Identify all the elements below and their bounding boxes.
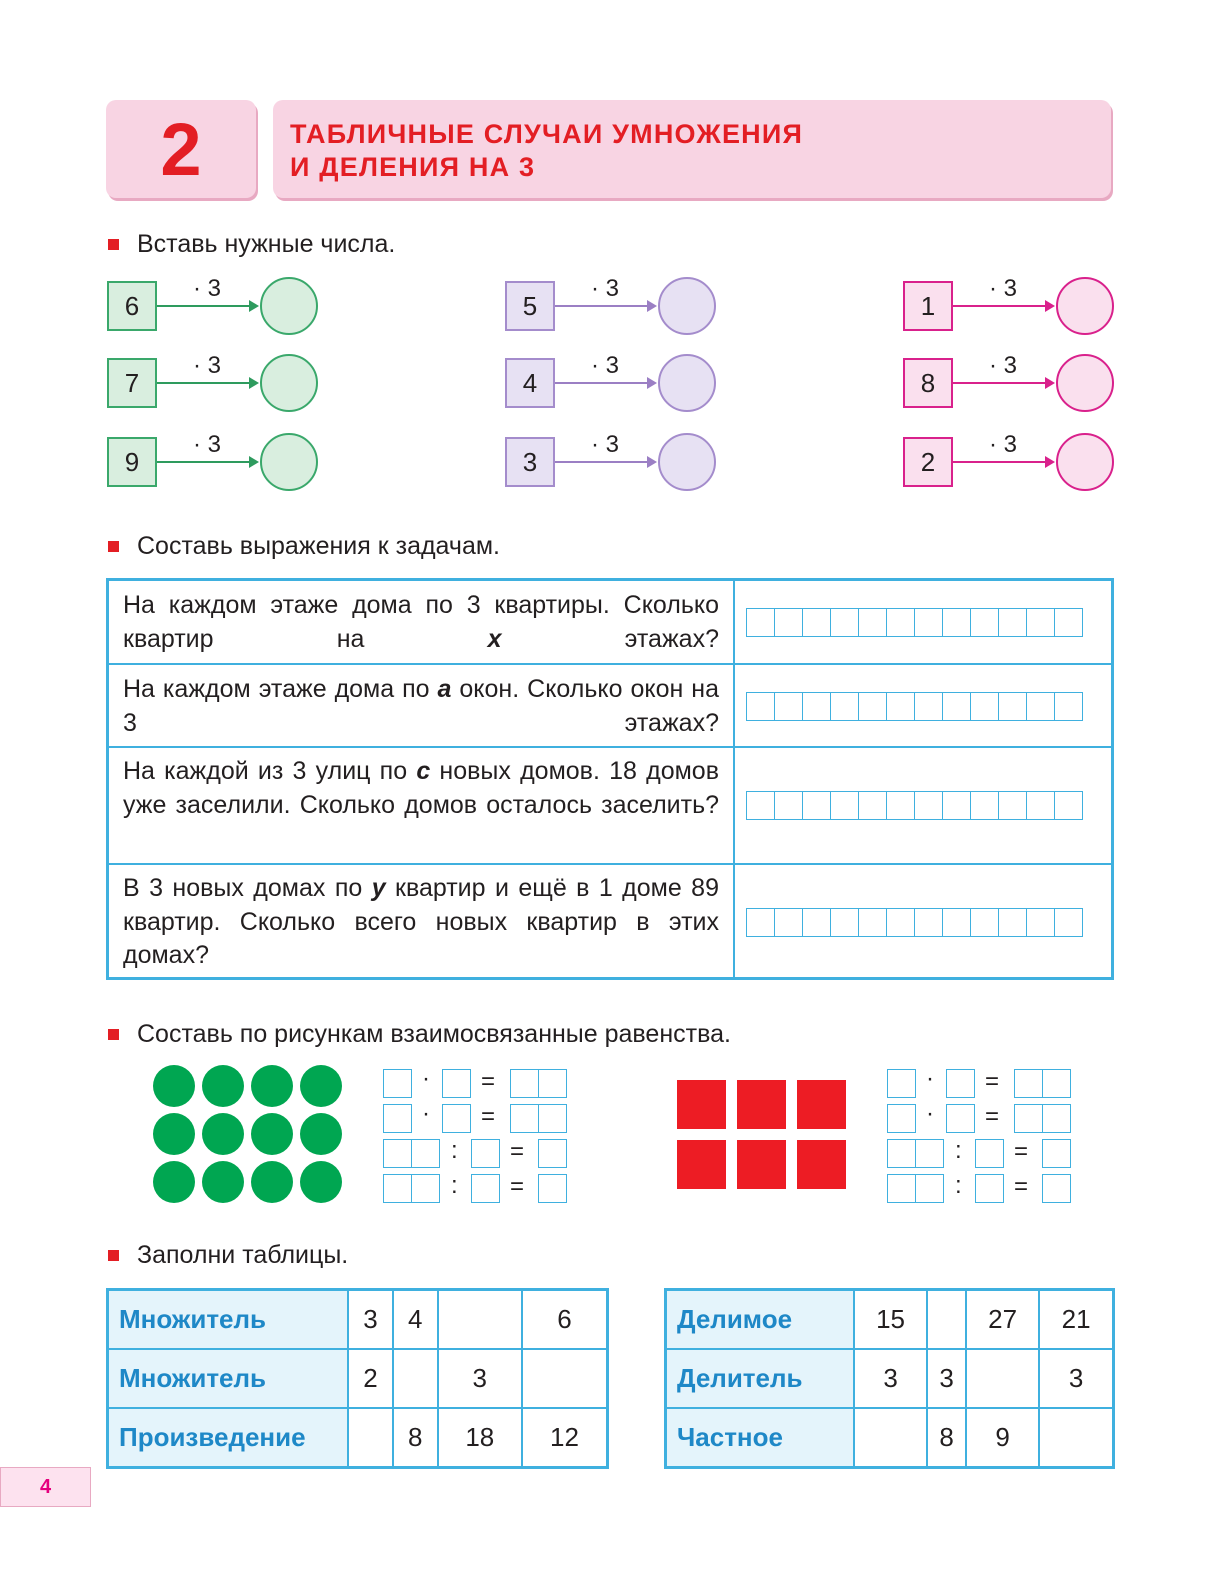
- answer-cell[interactable]: [970, 692, 1000, 721]
- equation-box[interactable]: [1014, 1069, 1043, 1098]
- equation-box[interactable]: [411, 1174, 440, 1203]
- chain-input-box: 8: [903, 358, 953, 408]
- answer-cell[interactable]: [1026, 908, 1056, 937]
- equation-box[interactable]: [946, 1069, 975, 1098]
- eq-sign: =: [1014, 1173, 1029, 1200]
- answer-cell[interactable]: [1054, 692, 1084, 721]
- arrow-icon: [555, 305, 655, 307]
- answer-cell[interactable]: [998, 608, 1028, 637]
- problem-text: На каждом этаже дома по a окон. Сколько окон на 3 этажах?: [123, 675, 719, 737]
- answer-cell[interactable]: [942, 791, 972, 820]
- task2-heading-text: Составь выражения к задачам.: [137, 532, 500, 560]
- lesson-title-line1: ТАБЛИЧНЫЕ СЛУЧАИ УМНОЖЕНИЯ: [290, 119, 804, 149]
- answer-cell[interactable]: [886, 692, 916, 721]
- table-cell[interactable]: 3: [854, 1349, 927, 1408]
- answer-cell[interactable]: [998, 791, 1028, 820]
- div-sign: :: [955, 1172, 962, 1199]
- lesson-title-banner: [273, 100, 1111, 198]
- table-cell[interactable]: 8: [393, 1408, 438, 1468]
- green-dot-icon: [300, 1113, 342, 1155]
- operator-label: · 3: [193, 275, 222, 302]
- answer-cell[interactable]: [886, 908, 916, 937]
- chain-input-box: 5: [505, 281, 555, 331]
- table-cell[interactable]: [927, 1290, 966, 1350]
- equation-box[interactable]: [915, 1174, 944, 1203]
- answer-circle[interactable]: [658, 277, 716, 335]
- task1-heading: [108, 230, 395, 259]
- eq-sign: =: [985, 1103, 1000, 1130]
- answer-circle[interactable]: [1056, 433, 1114, 491]
- green-dot-icon: [202, 1161, 244, 1203]
- table-cell[interactable]: 8: [927, 1408, 966, 1468]
- table-row: [108, 1290, 608, 1350]
- operator-label: · 3: [591, 431, 620, 458]
- equation-box[interactable]: [1042, 1174, 1071, 1203]
- lesson-number: 2: [160, 107, 202, 191]
- eq-sign: =: [985, 1068, 1000, 1095]
- answer-cell[interactable]: [858, 692, 888, 721]
- answer-cell[interactable]: [1054, 791, 1084, 820]
- table-row: [666, 1349, 1114, 1408]
- answer-cell[interactable]: [1026, 791, 1056, 820]
- chain-input-box: 3: [505, 437, 555, 487]
- table-cell[interactable]: 18: [438, 1408, 522, 1468]
- table-cell[interactable]: 2: [348, 1349, 393, 1408]
- red-square-icon: [797, 1080, 846, 1129]
- bullet-icon: [108, 1029, 119, 1040]
- answer-cell[interactable]: [970, 908, 1000, 937]
- equation-box[interactable]: [411, 1139, 440, 1168]
- operator-label: · 3: [193, 352, 222, 379]
- task3-heading: [108, 1020, 731, 1049]
- mul-sign: ·: [422, 1065, 430, 1092]
- answer-cell[interactable]: [746, 692, 776, 721]
- task4-heading: [108, 1241, 348, 1270]
- mul-sign: ·: [422, 1100, 430, 1127]
- problem-text: В 3 новых домах по y квартир и ещё в 1 доме 89 квартир. Сколько всего новых квартир в этих домах?: [123, 874, 719, 969]
- answer-cell[interactable]: [942, 608, 972, 637]
- arrow-icon: [953, 305, 1053, 307]
- equation-box[interactable]: [887, 1104, 916, 1133]
- answer-cell[interactable]: [802, 908, 832, 937]
- row-label: Произведение: [108, 1408, 349, 1468]
- equation-box[interactable]: [538, 1069, 567, 1098]
- equation-box[interactable]: [887, 1174, 916, 1203]
- table-cell[interactable]: 3: [1039, 1349, 1113, 1408]
- answer-circle[interactable]: [260, 354, 318, 412]
- mul-sign: ·: [926, 1065, 934, 1092]
- equation-box[interactable]: [442, 1104, 471, 1133]
- problem-row: [109, 665, 1111, 748]
- operator-label: · 3: [591, 275, 620, 302]
- arrow-icon: [953, 382, 1053, 384]
- equation-box[interactable]: [383, 1104, 412, 1133]
- answer-cell[interactable]: [746, 608, 776, 637]
- arrow-icon: [555, 461, 655, 463]
- green-dot-icon: [202, 1065, 244, 1107]
- answer-cell[interactable]: [1054, 608, 1084, 637]
- table-row: [666, 1290, 1114, 1350]
- equation-box[interactable]: [383, 1139, 412, 1168]
- problem-text: На каждом этаже дома по 3 квартиры. Сколько квартир на x этажах?: [123, 591, 719, 653]
- table-cell[interactable]: [438, 1290, 522, 1350]
- equation-box[interactable]: [510, 1104, 539, 1133]
- answer-cell[interactable]: [802, 791, 832, 820]
- equation-box[interactable]: [946, 1104, 975, 1133]
- green-dot-icon: [300, 1065, 342, 1107]
- answer-cell[interactable]: [970, 791, 1000, 820]
- answer-cell[interactable]: [858, 791, 888, 820]
- equation-box[interactable]: [975, 1174, 1004, 1203]
- answer-cell[interactable]: [774, 692, 804, 721]
- answer-cell[interactable]: [774, 908, 804, 937]
- answer-cell[interactable]: [858, 608, 888, 637]
- answer-cell[interactable]: [830, 608, 860, 637]
- answer-cell[interactable]: [830, 908, 860, 937]
- table-row: [666, 1408, 1114, 1468]
- arrow-icon: [953, 461, 1053, 463]
- answer-cell[interactable]: [746, 791, 776, 820]
- equation-box[interactable]: [538, 1104, 567, 1133]
- answer-circle[interactable]: [1056, 354, 1114, 412]
- row-label: Множитель: [108, 1290, 349, 1350]
- div-sign: :: [451, 1137, 458, 1164]
- division-table: [664, 1288, 1115, 1469]
- table-cell[interactable]: [393, 1349, 438, 1408]
- equation-box[interactable]: [1014, 1104, 1043, 1133]
- answer-cell[interactable]: [1054, 908, 1084, 937]
- problem-row: [109, 865, 1111, 977]
- green-dot-icon: [251, 1065, 293, 1107]
- word-problems-table: [106, 578, 1114, 980]
- equation-box[interactable]: [471, 1174, 500, 1203]
- green-dot-icon: [153, 1161, 195, 1203]
- answer-circle[interactable]: [658, 354, 716, 412]
- row-label: Делитель: [666, 1349, 855, 1408]
- chain-input-box: 2: [903, 437, 953, 487]
- red-square-icon: [737, 1140, 786, 1189]
- operator-label: · 3: [989, 275, 1018, 302]
- table-cell[interactable]: [348, 1408, 393, 1468]
- table-cell[interactable]: 9: [966, 1408, 1039, 1468]
- lesson-title-line2: И ДЕЛЕНИЯ НА 3: [290, 152, 536, 182]
- row-label: Частное: [666, 1408, 855, 1468]
- equation-box[interactable]: [1042, 1104, 1071, 1133]
- equation-box[interactable]: [1042, 1139, 1071, 1168]
- answer-cells[interactable]: [747, 692, 1083, 721]
- equation-box[interactable]: [1042, 1069, 1071, 1098]
- arrow-icon: [555, 382, 655, 384]
- equation-box[interactable]: [471, 1139, 500, 1168]
- task4-heading-text: Заполни таблицы.: [137, 1241, 349, 1269]
- eq-sign: =: [481, 1103, 496, 1130]
- table-cell[interactable]: 15: [854, 1290, 927, 1350]
- green-dot-icon: [300, 1161, 342, 1203]
- task3-heading-text: Составь по рисункам взаимосвязанные равенства.: [137, 1020, 731, 1048]
- table-cell[interactable]: 3: [348, 1290, 393, 1350]
- answer-cell[interactable]: [914, 692, 944, 721]
- table-cell[interactable]: 4: [393, 1290, 438, 1350]
- answer-cell[interactable]: [914, 608, 944, 637]
- answer-cell[interactable]: [774, 791, 804, 820]
- answer-cell[interactable]: [886, 608, 916, 637]
- chain-input-box: 1: [903, 281, 953, 331]
- operator-label: · 3: [193, 431, 222, 458]
- table-cell[interactable]: [966, 1349, 1039, 1408]
- div-sign: :: [451, 1172, 458, 1199]
- green-dot-icon: [251, 1161, 293, 1203]
- equation-box[interactable]: [538, 1139, 567, 1168]
- div-sign: :: [955, 1137, 962, 1164]
- table-cell[interactable]: 21: [1039, 1290, 1113, 1350]
- eq-sign: =: [510, 1138, 525, 1165]
- answer-cell[interactable]: [886, 791, 916, 820]
- table-cell[interactable]: [522, 1349, 608, 1408]
- table-cell[interactable]: 3: [927, 1349, 966, 1408]
- green-dot-icon: [153, 1065, 195, 1107]
- operator-label: · 3: [989, 431, 1018, 458]
- answer-cell[interactable]: [802, 608, 832, 637]
- red-square-icon: [677, 1080, 726, 1129]
- green-dot-icon: [251, 1113, 293, 1155]
- answer-cell[interactable]: [1026, 692, 1056, 721]
- table-cell[interactable]: 27: [966, 1290, 1039, 1350]
- row-label: Множитель: [108, 1349, 349, 1408]
- table-cell[interactable]: 12: [522, 1408, 608, 1468]
- table-cell[interactable]: [854, 1408, 927, 1468]
- answer-circle[interactable]: [1056, 277, 1114, 335]
- answer-cell[interactable]: [942, 692, 972, 721]
- chain-input-box: 9: [107, 437, 157, 487]
- table-cell[interactable]: [1039, 1408, 1113, 1468]
- answer-cell[interactable]: [1026, 608, 1056, 637]
- answer-cell[interactable]: [998, 692, 1028, 721]
- bullet-icon: [108, 541, 119, 552]
- table-row: [108, 1408, 608, 1468]
- arrow-icon: [157, 461, 257, 463]
- red-square-icon: [677, 1140, 726, 1189]
- problem-row: [109, 748, 1111, 865]
- eq-sign: =: [481, 1068, 496, 1095]
- table-cell[interactable]: 3: [438, 1349, 522, 1408]
- answer-cell[interactable]: [746, 908, 776, 937]
- chain-input-box: 4: [505, 358, 555, 408]
- equation-box[interactable]: [442, 1069, 471, 1098]
- green-dot-icon: [202, 1113, 244, 1155]
- mul-sign: ·: [926, 1100, 934, 1127]
- chain-input-box: 6: [107, 281, 157, 331]
- red-square-icon: [737, 1080, 786, 1129]
- answer-cell[interactable]: [942, 908, 972, 937]
- page-number: 4: [0, 1467, 91, 1507]
- answer-cell[interactable]: [802, 692, 832, 721]
- green-dot-icon: [153, 1113, 195, 1155]
- answer-cell[interactable]: [970, 608, 1000, 637]
- answer-cells[interactable]: [747, 608, 1083, 637]
- equation-box[interactable]: [887, 1139, 916, 1168]
- answer-cell[interactable]: [998, 908, 1028, 937]
- answer-cell[interactable]: [774, 608, 804, 637]
- equation-box[interactable]: [915, 1139, 944, 1168]
- equation-box[interactable]: [887, 1069, 916, 1098]
- answer-cells[interactable]: [747, 791, 1083, 820]
- task1-heading-text: Вставь нужные числа.: [137, 230, 396, 258]
- answer-cell[interactable]: [914, 908, 944, 937]
- answer-circle[interactable]: [260, 433, 318, 491]
- equation-box[interactable]: [383, 1069, 412, 1098]
- task2-heading: [108, 532, 500, 561]
- table-cell[interactable]: 6: [522, 1290, 608, 1350]
- red-square-icon: [797, 1140, 846, 1189]
- equation-box[interactable]: [975, 1139, 1004, 1168]
- answer-circle[interactable]: [658, 433, 716, 491]
- arrow-icon: [157, 382, 257, 384]
- lesson-number-badge: [106, 100, 256, 198]
- bullet-icon: [108, 239, 119, 250]
- answer-cell[interactable]: [858, 908, 888, 937]
- operator-label: · 3: [591, 352, 620, 379]
- arrow-icon: [157, 305, 257, 307]
- operator-label: · 3: [989, 352, 1018, 379]
- answer-cell[interactable]: [914, 791, 944, 820]
- answer-cells[interactable]: [747, 908, 1083, 937]
- equation-box[interactable]: [510, 1069, 539, 1098]
- eq-sign: =: [1014, 1138, 1029, 1165]
- equation-box[interactable]: [538, 1174, 567, 1203]
- chain-input-box: 7: [107, 358, 157, 408]
- eq-sign: =: [510, 1173, 525, 1200]
- answer-circle[interactable]: [260, 277, 318, 335]
- multiplication-table: [106, 1288, 609, 1469]
- problem-row: [109, 581, 1111, 665]
- table-row: [108, 1349, 608, 1408]
- answer-cell[interactable]: [830, 791, 860, 820]
- row-label: Делимое: [666, 1290, 855, 1350]
- equation-box[interactable]: [383, 1174, 412, 1203]
- answer-cell[interactable]: [830, 692, 860, 721]
- bullet-icon: [108, 1250, 119, 1261]
- problem-text: На каждой из 3 улиц по c новых домов. 18 домов уже заселили. Сколько домов осталось заселить?: [123, 757, 719, 819]
